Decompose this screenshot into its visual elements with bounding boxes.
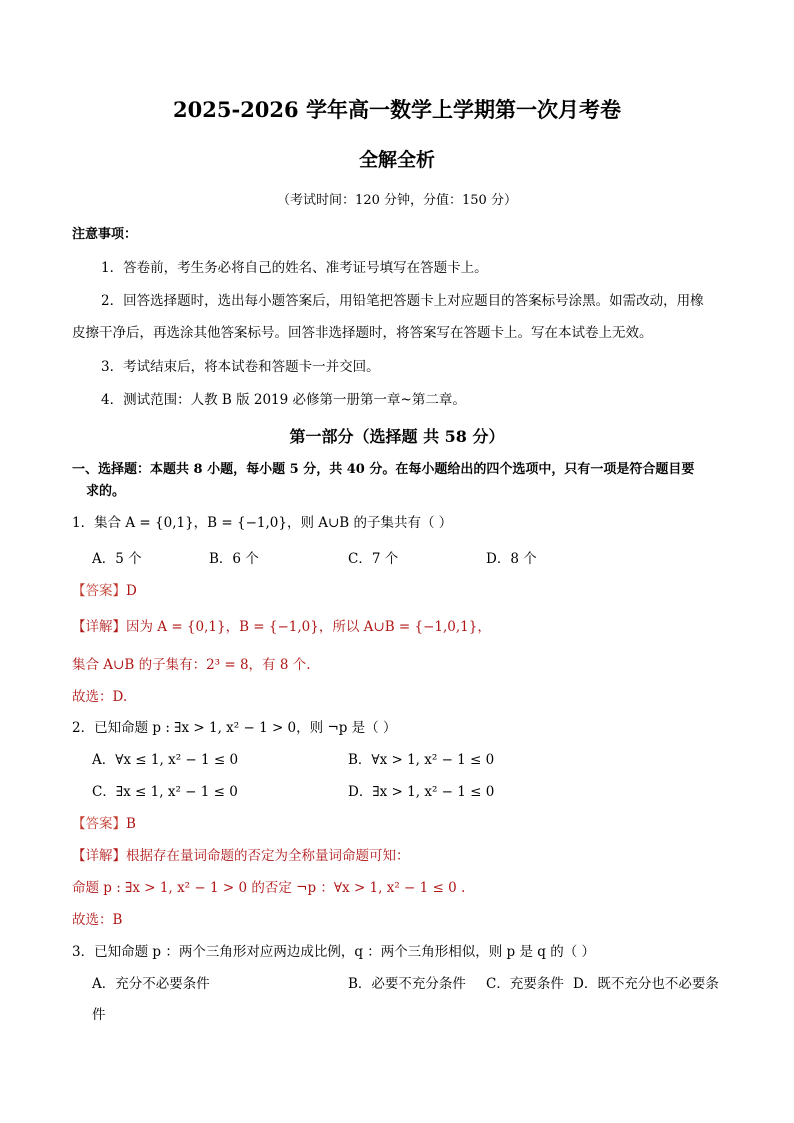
q3-option-a: A．充分不必要条件 (92, 976, 210, 992)
q1-option-c: C．7 个 (348, 551, 399, 567)
answer-tag: 【答案】 (72, 583, 126, 599)
answer-value: B (126, 816, 136, 832)
part1-instruction-line-2: 求的。 (86, 484, 126, 499)
part1-instruction-line-1: 一、选择题：本题共 8 小题，每小题 5 分，共 40 分。在每小题给出的四个选项中，只有一项是符合题目要 (72, 462, 695, 477)
notice-item-4: 4．测试范围：人教 B 版 2019 必修第一册第一章~第二章。 (101, 392, 466, 408)
exam-title: 2025-2026 学年高一数学上学期第一次月考卷 (173, 97, 621, 122)
q2-option-b: B．∀x > 1, x² − 1 ≤ 0 (348, 752, 495, 768)
detail-tag: 【详解】 (72, 848, 126, 864)
q2-option-d: D．∃x > 1, x² − 1 ≤ 0 (348, 784, 495, 800)
q3-option-d: D．既不充分也不必要条 (573, 976, 719, 992)
notice-item-2-line-1: 2．回答选择题时，选出每小题答案后，用铅笔把答题卡上对应题目的答案标号涂黑。如需改动，用橡 (101, 293, 704, 309)
notice-item-1: 1．答卷前，考生务必将自己的姓名、准考证号填写在答题卡上。 (101, 260, 488, 276)
q1-option-b: B．6 个 (209, 551, 259, 567)
part1-title: 第一部分（选择题 共 58 分） (289, 427, 505, 446)
exam-info: （考试时间：120 分钟，分值：150 分） (277, 193, 517, 208)
notice-heading: 注意事项： (72, 227, 138, 242)
q3-option-b: B．必要不充分条件 (348, 976, 466, 992)
detail-tag: 【详解】 (72, 619, 126, 635)
q2-detail-1 (72, 846, 410, 866)
q1-detail-1 (72, 617, 491, 637)
q2-option-c: C．∃x ≤ 1, x² − 1 ≤ 0 (92, 784, 238, 800)
notice-item-2-line-2: 皮擦干净后，再选涂其他答案标号。回答非选择题时，将答案写在答题卡上。写在本试卷上无效。 (72, 325, 653, 341)
q3-stem: 3．已知命题 p ：两个三角形对应两边成比例，q ：两个三角形相似，则 p 是 q 的（ ） (72, 944, 595, 960)
answer-value: D (126, 583, 137, 599)
detail-text: 根据存在量词命题的否定为全称量词命题可知： (126, 848, 410, 864)
q2-stem: 2．已知命题 p : ∃x > 1, x² − 1 > 0，则 ¬p 是（ ） (72, 720, 397, 736)
q1-option-a: A．5 个 (92, 551, 142, 567)
exam-subtitle: 全解全析 (358, 149, 435, 171)
q2-answer (72, 814, 136, 834)
q1-detail-2: 集合 A∪B 的子集有：2³ = 8，有 8 个. (72, 657, 311, 673)
answer-tag: 【答案】 (72, 816, 126, 832)
q2-option-a: A．∀x ≤ 1, x² − 1 ≤ 0 (92, 752, 239, 768)
q3-option-c: C．充要条件 (486, 976, 564, 992)
q3-option-d-wrap: 件 (92, 1007, 106, 1023)
q1-stem: 1．集合 A = {0,1}，B = {−1,0}，则 A∪B 的子集共有（ ） (72, 515, 453, 531)
q1-option-d: D．8 个 (486, 551, 537, 567)
q2-conclusion: 故选：B (72, 912, 123, 928)
q1-answer (72, 581, 137, 601)
detail-text: 因为 A = {0,1}，B = {−1,0}，所以 A∪B = {−1,0,1}， (126, 619, 491, 635)
q2-detail-2: 命题 p : ∃x > 1, x² − 1 > 0 的否定 ¬p ：∀x > 1, x² − 1 ≤ 0 . (72, 880, 466, 896)
q1-conclusion: 故选：D. (72, 689, 128, 705)
notice-item-3: 3．考试结束后，将本试卷和答题卡一并交回。 (101, 359, 380, 375)
